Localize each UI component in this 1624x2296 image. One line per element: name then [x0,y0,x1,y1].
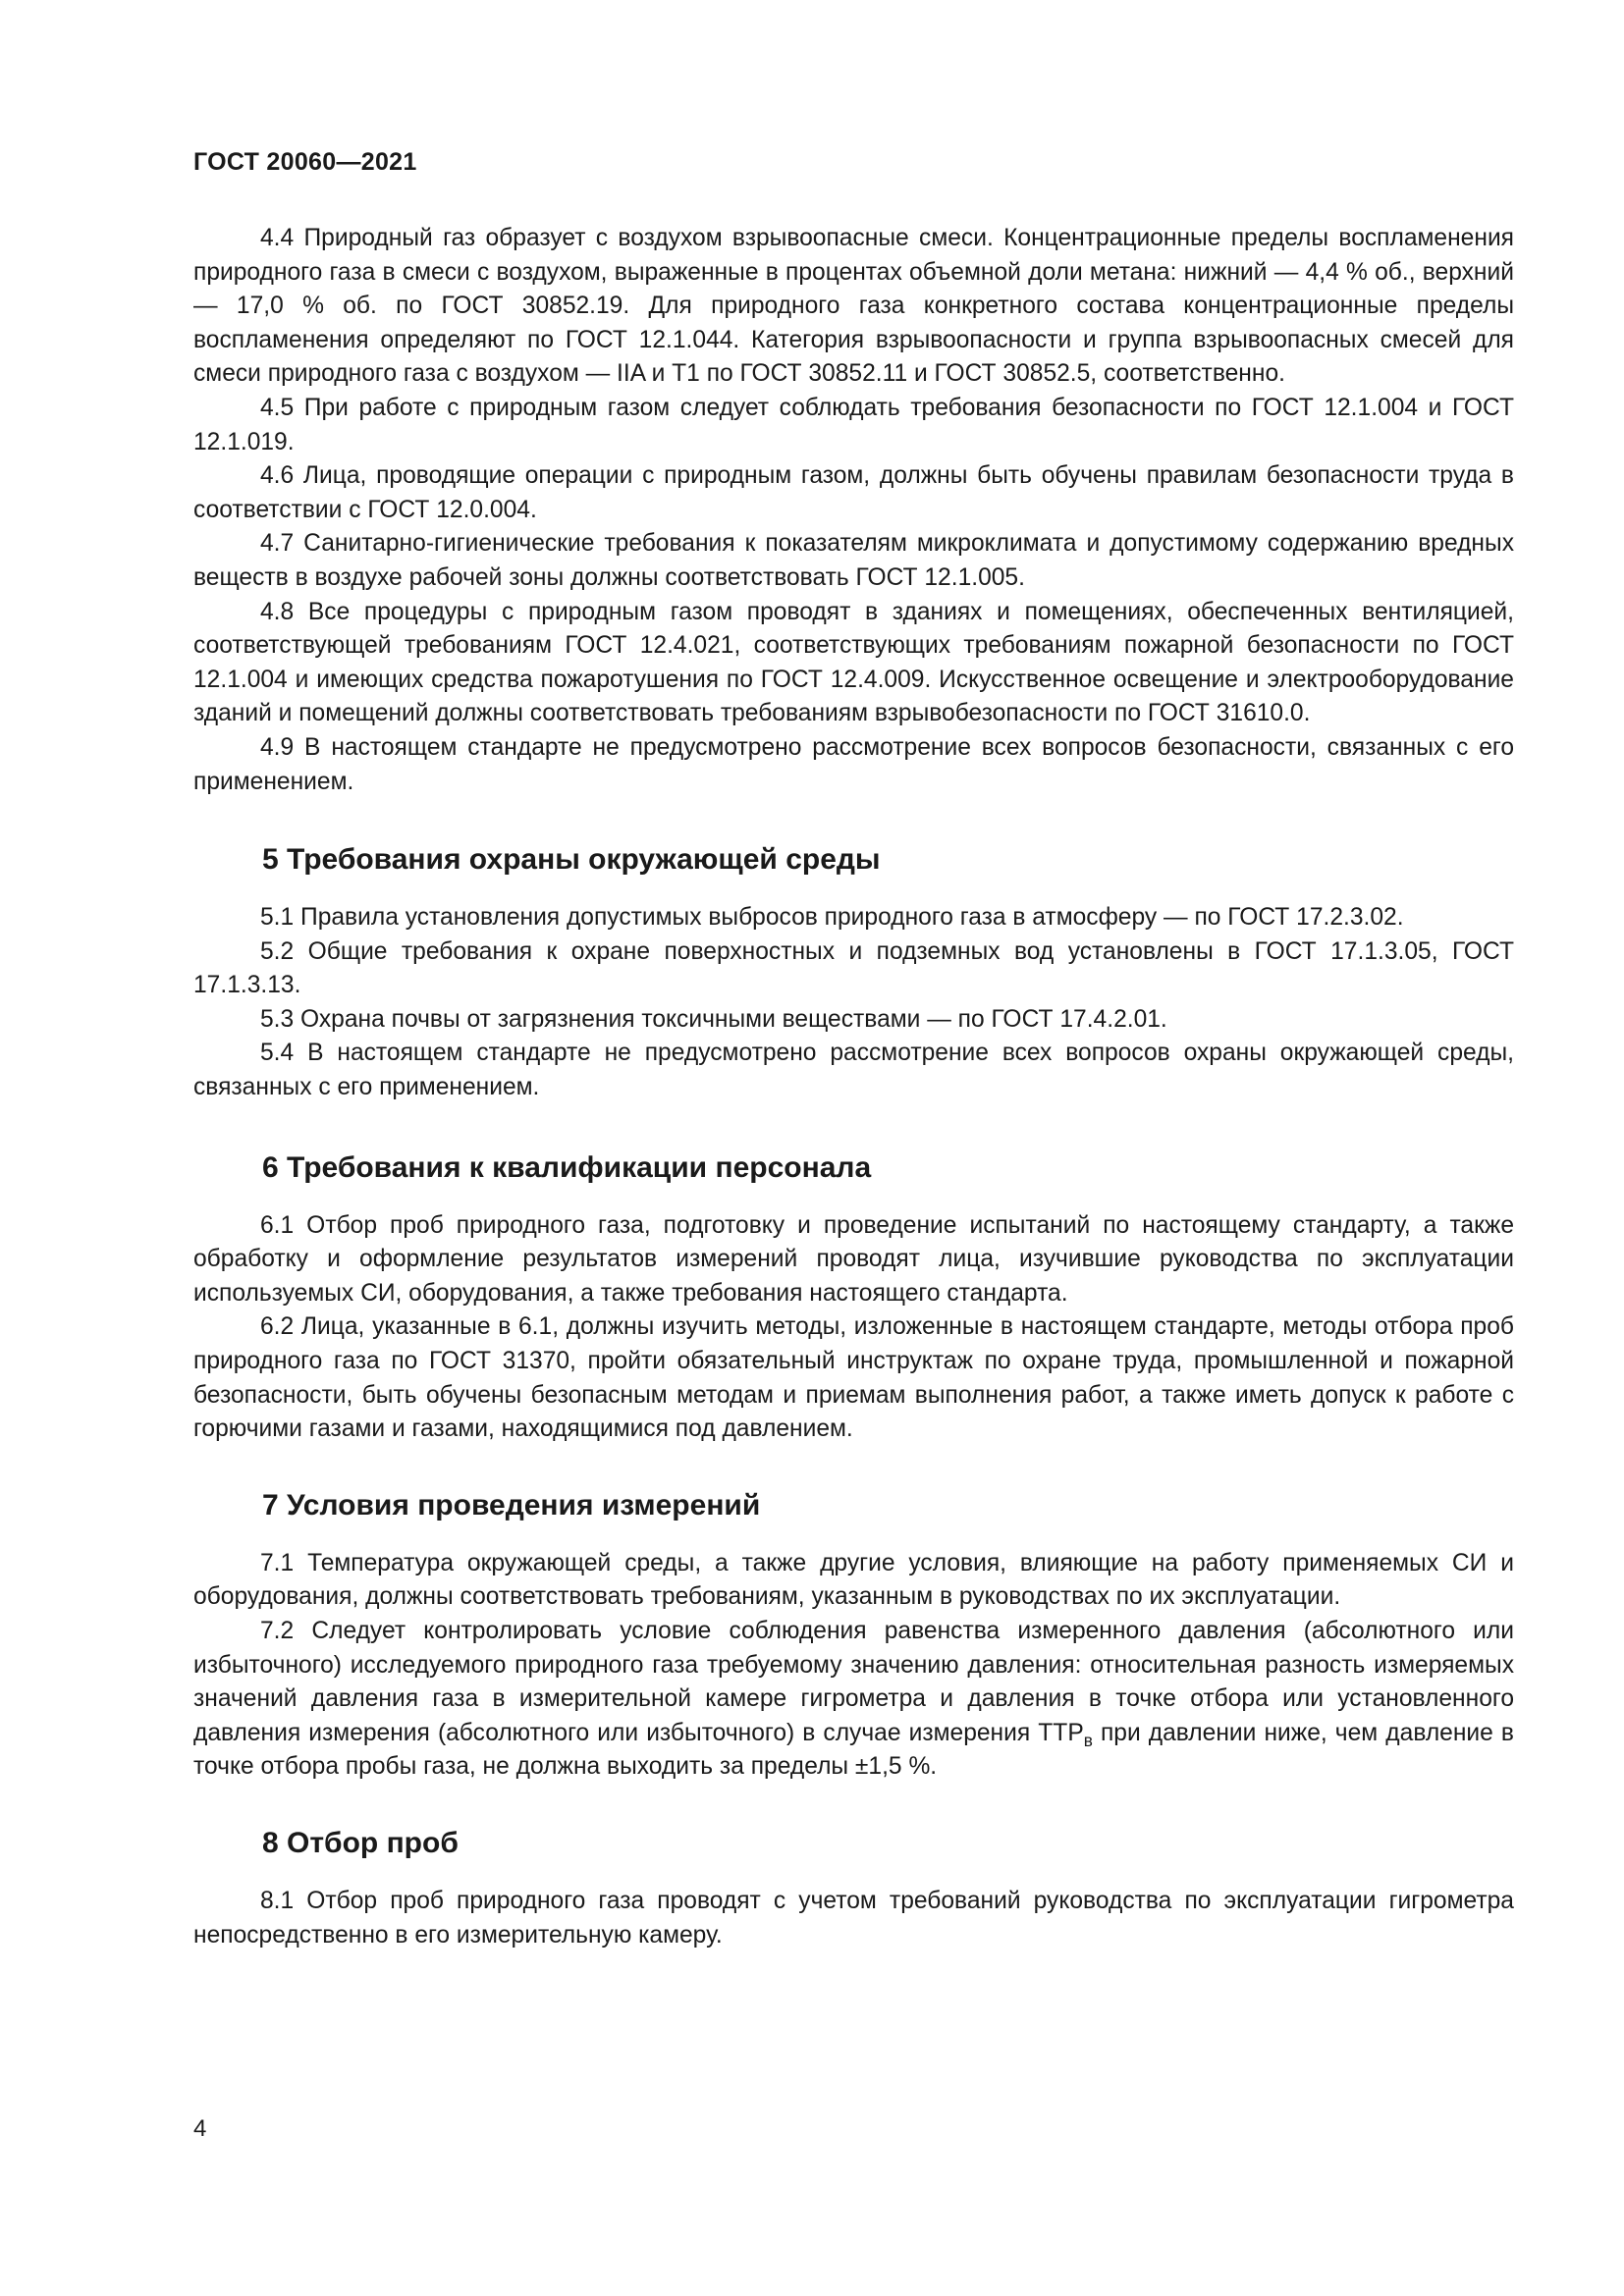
paragraph-6-2: 6.2 Лица, указанные в 6.1, должны изучить методы, изложенные в настоящем стандарте, методы отбора проб природного газа по ГОСТ 31370, пройти обязательный инструктаж по охране труда, промышленной и пожарной безопасности, быть обучены безопасным методам и приемам выполнения работ, а также иметь допуск к работе с горючими газами и газами, находящимися под давлением. [193,1313,1514,1443]
section-5-heading: 5 Требования охраны окружающей среды [262,843,881,877]
page-number: 4 [193,2115,207,2142]
paragraph-5-3: 5.3 Охрана почвы от загрязнения токсичными веществами — по ГОСТ 17.4.2.01. [260,1005,1167,1033]
paragraph-4-8: 4.8 Все процедуры с природным газом проводят в зданиях и помещениях, обеспеченных вентиляцией, соответствующей требованиям ГОСТ 12.4.021, соответствующих требованиям пожарной безопасности по ГОСТ 12.1.004 и имеющих средства пожаротушения по ГОСТ 12.4.009. Искусственное освещение и электрооборудование зданий и помещений должны соответствовать требованиям взрывобезопасности по ГОСТ 31610.0. [193,598,1514,727]
paragraph-7-1: 7.1 Температура окружающей среды, а также другие условия, влияющие на работу применяемых СИ и оборудования, должны соответствовать требованиям, указанным в руководствах по их эксплуатации. [193,1549,1514,1611]
paragraph-7-2-text-after: при давлении ниже, чем давление в точке отбора пробы газа, не должна выходить за пределы ±1,5 %. [193,1719,1514,1781]
ttr-subscript: в [1083,1730,1093,1750]
paragraph-4-7: 4.7 Санитарно-гигиенические требования к показателям микроклимата и допустимому содержанию вредных веществ в воздухе рабочей зоны должны соответствовать ГОСТ 12.1.005. [193,530,1514,591]
paragraph-7-2 [193,1615,1514,1785]
section-6-heading: 6 Требования к квалификации персонала [262,1150,872,1184]
paragraph-5-2: 5.2 Общие требования к охране поверхностных и подземных вод установлены в ГОСТ 17.1.3.05, ГОСТ 17.1.3.13. [193,937,1514,999]
paragraph-5-1: 5.1 Правила установления допустимых выбросов природного газа в атмосферу — по ГОСТ 17.2.3.02. [260,904,1404,932]
paragraph-7-2-text-before: 7.2 Следует контролировать условие соблюдения равенства измеренного давления (абсолютного или избыточного) исследуемого природного газа требуемому значению давления: относительная разность измеряемых значений давления газа в измерительной камере гигрометра и давления в точке отбора или установленного давления измерения (абсолютного или избыточного) в случае измерения ТТР [193,1618,1514,1746]
document-header: ГОСТ 20060—2021 [193,148,417,176]
paragraph-6-1: 6.1 Отбор проб природного газа, подготовку и проведение испытаний по настоящему стандарту, а также обработку и оформление результатов измерений проводят лица, изучившие руководства по эксплуатации используемых СИ, оборудования, а также требования настоящего стандарта. [193,1211,1514,1307]
section-7-heading: 7 Условия проведения измерений [262,1488,761,1522]
paragraph-5-4: 5.4 В настоящем стандарте не предусмотрено рассмотрение всех вопросов охраны окружающей среды, связанных с его применением. [193,1040,1514,1101]
document-body [193,222,1514,1952]
paragraph-4-9: 4.9 В настоящем стандарте не предусмотрено рассмотрение всех вопросов безопасности, связанных с его применением. [193,733,1514,795]
paragraph-4-5: 4.5 При работе с природным газом следует соблюдать требования безопасности по ГОСТ 12.1.004 и ГОСТ 12.1.019. [193,394,1514,455]
paragraph-8-1: 8.1 Отбор проб природного газа проводят с учетом требований руководства по эксплуатации гигрометра непосредственно в его измерительную камеру. [193,1887,1514,1949]
section-8-heading: 8 Отбор проб [262,1826,459,1859]
paragraph-4-6: 4.6 Лица, проводящие операции с природным газом, должны быть обучены правилам безопасности труда в соответствии с ГОСТ 12.0.004. [193,462,1514,523]
paragraph-4-4: 4.4 Природный газ образует с воздухом взрывоопасные смеси. Концентрационные пределы воспламенения природного газа в смеси с воздухом, выраженные в процентах объемной доли метана: нижний — 4,4 % об., верхний — 17,0 % об. по ГОСТ 30852.19. Для природного газа конкретного состава концентрационные пределы воспламенения определяют по ГОСТ 12.1.044. Категория взрывоопасности и группа взрывоопасных смесей для смеси природного газа с воздухом — IIA и Т1 по ГОСТ 30852.11 и ГОСТ 30852.5, соответственно. [193,225,1514,388]
